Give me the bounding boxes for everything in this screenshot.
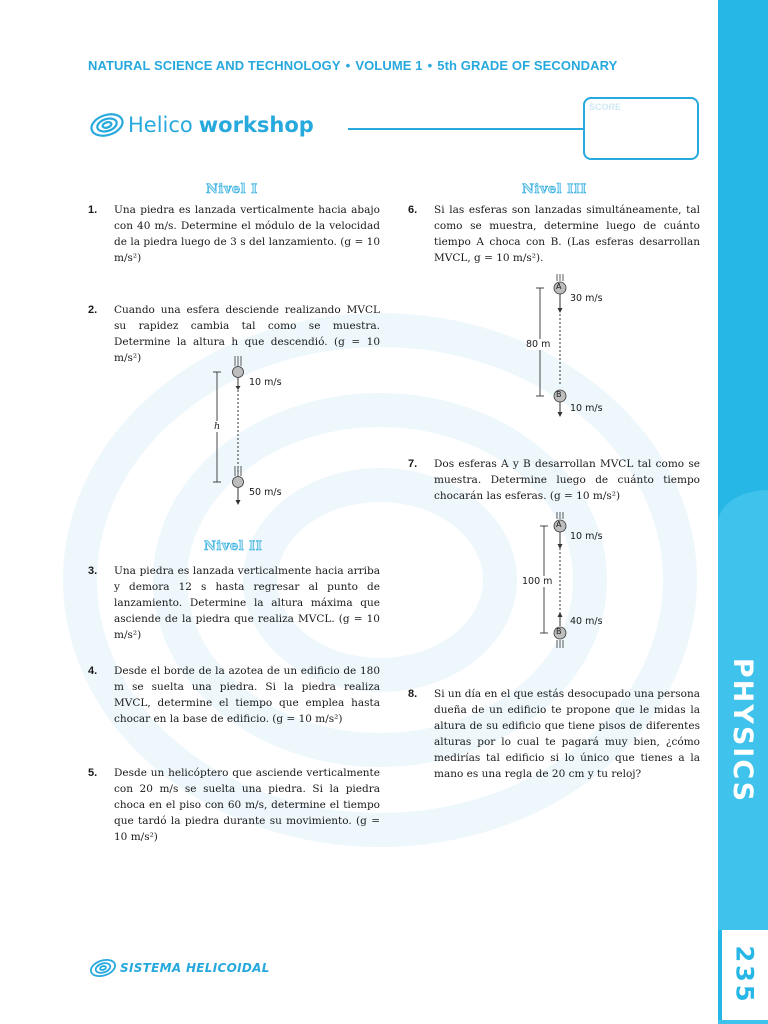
ball-b-label: B: [556, 390, 562, 399]
helico-workshop-title: [88, 112, 314, 138]
problem-number: 2.: [88, 304, 98, 316]
problem-text: Dos esferas A y B desarrollan MVCL tal como se muestra. Determine luego de cuánto tiempo chocarán las esferas. (g = 10 m/s²): [434, 458, 700, 502]
ball-a-label: A: [556, 282, 562, 291]
figure-problem-2: [205, 354, 325, 508]
velocity-top-label: 10 m/s: [249, 377, 282, 388]
score-box[interactable]: [583, 97, 699, 160]
page-number-box: [718, 930, 768, 1020]
problem-number: 7.: [408, 458, 418, 470]
velocity-a-label: 10 m/s: [570, 531, 603, 542]
velocity-b-label: 40 m/s: [570, 616, 603, 627]
velocity-bottom-label: 50 m/s: [249, 487, 282, 498]
problem-text: Una piedra es lanzada verticalmente hacia arriba y demora 12 s hasta regresar al punto de lanzamiento. Determine la altura máxima que asciende de la piedra que realiza MVCL. (g = 10 m/s²): [114, 565, 380, 641]
problem-number: 4.: [88, 665, 98, 677]
velocity-b-label: 10 m/s: [570, 403, 603, 414]
helico-logo-icon: [88, 112, 126, 138]
sistema-helicoidal-logo-icon: [88, 958, 118, 978]
problem-number: 3.: [88, 565, 98, 577]
subject-side-text: PHYSICS: [727, 657, 759, 803]
problem-text: Desde el borde de la azotea de un edificio de 180 m se suelta una piedra. Si la piedra realiza MVCL, determine el tiempo que emplea hasta chocar en la base de edificio. (g = 10 m/s²): [114, 665, 380, 725]
subject-side-label: [720, 657, 766, 803]
figure-problem-7: [520, 510, 640, 656]
problem-text: Una piedra es lanzada verticalmente hacia abajo con 40 m/s. Determine el módulo de la velocidad de la piedra luego de 3 s del lanzamiento. (g = 10 m/s²): [114, 204, 380, 264]
score-label: SCORE: [589, 102, 622, 112]
title-rule: [348, 128, 584, 130]
distance-label: 100 m: [522, 576, 553, 587]
side-band: [718, 0, 768, 1024]
figure-problem-6: [520, 272, 640, 422]
problem-text: Si un día en el que estás desocupado una persona dueña de un edificio te propone que le midas la altura de su edificio que tiene pisos de diferentes alturas por lo cual te pagará muy bien, ¿cómo medirías tal edificio si lo único que tienes a la mano es una regla de 20 cm y tu reloj?: [434, 688, 700, 780]
footer-brand: [88, 958, 270, 978]
page-number: 235: [731, 945, 760, 1005]
problem-number: 6.: [408, 204, 418, 216]
level-title-3: Nivel III: [522, 182, 587, 197]
problem-number: 1.: [88, 204, 98, 216]
level-title-1: Nivel I: [206, 182, 258, 197]
problem-text: Cuando una esfera desciende realizando MVCL su rapidez cambia tal como se muestra. Determine la altura h que descendió. (g = 10 m/s²): [114, 304, 380, 364]
problem-number: 8.: [408, 688, 418, 700]
problem-text: Desde un helicóptero que asciende verticalmente con 20 m/s se suelta una piedra. Si la piedra choca en el piso con 60 m/s, determine el tiempo que tardó la piedra durante su movimiento. (g = 10 m/s²): [114, 767, 380, 843]
header-volume: VOLUME 1: [355, 58, 423, 73]
ball-a-label: A: [556, 520, 562, 529]
ball-b-label: B: [556, 627, 562, 636]
brand-name: [128, 113, 314, 137]
height-label: h: [214, 421, 221, 432]
distance-label: 80 m: [526, 339, 551, 350]
header-separator: •: [345, 58, 351, 73]
brand-name-suffix: workshop: [198, 113, 314, 137]
page-header: [88, 58, 617, 73]
brand-name-main: Helico: [128, 113, 193, 137]
header-grade: 5th GRADE OF SECONDARY: [437, 58, 618, 73]
problem-text: Si las esferas son lanzadas simultáneamente, tal como se muestra, determine luego de cuánto tiempo A choca con B. (Las esferas desarrollan MVCL, g = 10 m/s²).: [434, 204, 700, 264]
velocity-a-label: 30 m/s: [570, 293, 603, 304]
footer-brand-text: SISTEMA HELICOIDAL: [120, 961, 270, 975]
problem-number: 5.: [88, 767, 98, 779]
header-separator: •: [427, 58, 433, 73]
header-subject: NATURAL SCIENCE AND TECHNOLOGY: [88, 58, 341, 73]
level-title-2: Nivel II: [204, 539, 263, 554]
